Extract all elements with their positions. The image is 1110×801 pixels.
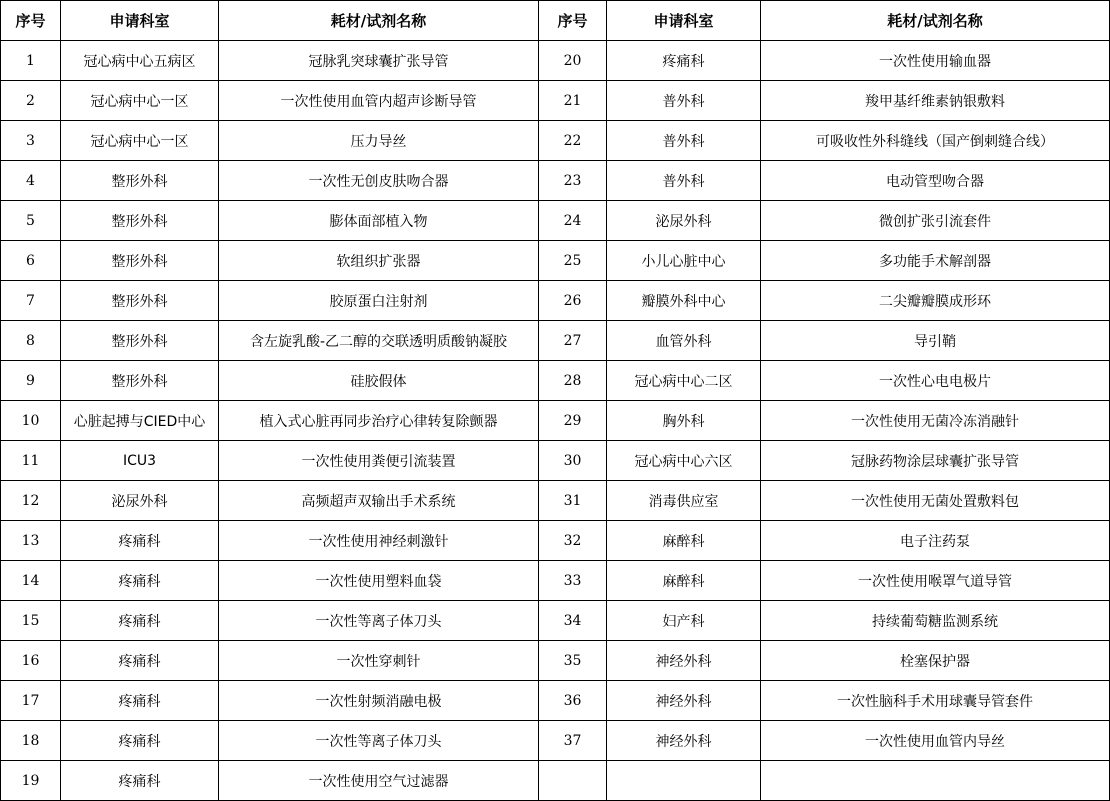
left-seq-cell: 1 <box>1 41 61 81</box>
right-seq-cell: 28 <box>539 361 607 401</box>
left-seq-cell: 3 <box>1 121 61 161</box>
right-dept-cell: 麻醉科 <box>607 561 761 601</box>
right-item-cell: 多功能手术解剖器 <box>761 241 1110 281</box>
left-dept-cell: 疼痛科 <box>61 561 219 601</box>
right-item-cell: 一次性脑科手术用球囊导管套件 <box>761 681 1110 721</box>
left-dept-cell: 疼痛科 <box>61 641 219 681</box>
left-seq-cell: 18 <box>1 721 61 761</box>
left-dept-cell: 泌尿外科 <box>61 481 219 521</box>
header-item-left: 耗材/试剂名称 <box>219 1 539 41</box>
left-dept-cell: 冠心病中心五病区 <box>61 41 219 81</box>
left-item-cell: 一次性无创皮肤吻合器 <box>219 161 539 201</box>
right-dept-cell: 疼痛科 <box>607 41 761 81</box>
left-item-cell: 一次性使用塑料血袋 <box>219 561 539 601</box>
table-row <box>1 321 1110 361</box>
left-item-cell: 压力导丝 <box>219 121 539 161</box>
right-item-cell: 一次性使用无菌处置敷料包 <box>761 481 1110 521</box>
left-dept-cell: 心脏起搏与CIED中心 <box>61 401 219 441</box>
right-dept-cell: 神经外科 <box>607 641 761 681</box>
right-item-cell: 一次性使用无菌冷冻消融针 <box>761 401 1110 441</box>
right-item-cell: 微创扩张引流套件 <box>761 201 1110 241</box>
left-item-cell: 高频超声双输出手术系统 <box>219 481 539 521</box>
right-item-cell: 一次性使用输血器 <box>761 41 1110 81</box>
table-row <box>1 721 1110 761</box>
right-seq-cell <box>539 761 607 801</box>
left-seq-cell: 2 <box>1 81 61 121</box>
left-seq-cell: 14 <box>1 561 61 601</box>
right-item-cell: 冠脉药物涂层球囊扩张导管 <box>761 441 1110 481</box>
header-seq-left: 序号 <box>1 1 61 41</box>
left-seq-cell: 7 <box>1 281 61 321</box>
header-dept-left: 申请科室 <box>61 1 219 41</box>
table-row <box>1 201 1110 241</box>
right-seq-cell: 20 <box>539 41 607 81</box>
left-dept-cell: ICU3 <box>61 441 219 481</box>
left-seq-cell: 11 <box>1 441 61 481</box>
right-dept-cell: 血管外科 <box>607 321 761 361</box>
left-dept-cell: 疼痛科 <box>61 681 219 721</box>
right-item-cell: 羧甲基纤维素钠银敷料 <box>761 81 1110 121</box>
left-item-cell: 一次性使用空气过滤器 <box>219 761 539 801</box>
left-seq-cell: 5 <box>1 201 61 241</box>
right-dept-cell <box>607 761 761 801</box>
right-seq-cell: 30 <box>539 441 607 481</box>
left-item-cell: 一次性使用血管内超声诊断导管 <box>219 81 539 121</box>
left-dept-cell: 疼痛科 <box>61 761 219 801</box>
header-dept-right: 申请科室 <box>607 1 761 41</box>
left-item-cell: 一次性射频消融电极 <box>219 681 539 721</box>
table-row <box>1 761 1110 801</box>
table-row <box>1 641 1110 681</box>
left-dept-cell: 冠心病中心一区 <box>61 81 219 121</box>
right-item-cell: 二尖瓣瓣膜成形环 <box>761 281 1110 321</box>
right-dept-cell: 普外科 <box>607 161 761 201</box>
left-item-cell: 冠脉乳突球囊扩张导管 <box>219 41 539 81</box>
right-item-cell <box>761 761 1110 801</box>
right-dept-cell: 普外科 <box>607 81 761 121</box>
right-item-cell: 一次性使用血管内导丝 <box>761 721 1110 761</box>
right-dept-cell: 小儿心脏中心 <box>607 241 761 281</box>
header-item-right: 耗材/试剂名称 <box>761 1 1110 41</box>
left-seq-cell: 9 <box>1 361 61 401</box>
right-item-cell: 导引鞘 <box>761 321 1110 361</box>
table-row <box>1 161 1110 201</box>
table-row <box>1 681 1110 721</box>
right-seq-cell: 27 <box>539 321 607 361</box>
right-seq-cell: 35 <box>539 641 607 681</box>
right-dept-cell: 妇产科 <box>607 601 761 641</box>
right-dept-cell: 普外科 <box>607 121 761 161</box>
table-row <box>1 41 1110 81</box>
table-row <box>1 521 1110 561</box>
left-item-cell: 一次性使用神经刺激针 <box>219 521 539 561</box>
left-seq-cell: 15 <box>1 601 61 641</box>
header-row <box>1 1 1110 41</box>
left-seq-cell: 8 <box>1 321 61 361</box>
left-dept-cell: 整形外科 <box>61 161 219 201</box>
table-row <box>1 121 1110 161</box>
right-seq-cell: 21 <box>539 81 607 121</box>
left-dept-cell: 疼痛科 <box>61 721 219 761</box>
right-seq-cell: 26 <box>539 281 607 321</box>
right-seq-cell: 31 <box>539 481 607 521</box>
right-item-cell: 栓塞保护器 <box>761 641 1110 681</box>
left-seq-cell: 13 <box>1 521 61 561</box>
right-dept-cell: 消毒供应室 <box>607 481 761 521</box>
left-dept-cell: 整形外科 <box>61 241 219 281</box>
right-dept-cell: 麻醉科 <box>607 521 761 561</box>
right-dept-cell: 胸外科 <box>607 401 761 441</box>
left-item-cell: 一次性穿刺针 <box>219 641 539 681</box>
right-dept-cell: 泌尿外科 <box>607 201 761 241</box>
right-seq-cell: 37 <box>539 721 607 761</box>
right-seq-cell: 29 <box>539 401 607 441</box>
left-item-cell: 一次性使用粪便引流装置 <box>219 441 539 481</box>
left-seq-cell: 12 <box>1 481 61 521</box>
right-seq-cell: 36 <box>539 681 607 721</box>
left-dept-cell: 整形外科 <box>61 281 219 321</box>
table-row <box>1 401 1110 441</box>
table-row <box>1 601 1110 641</box>
right-seq-cell: 34 <box>539 601 607 641</box>
left-item-cell: 硅胶假体 <box>219 361 539 401</box>
right-item-cell: 电子注药泵 <box>761 521 1110 561</box>
left-seq-cell: 4 <box>1 161 61 201</box>
right-seq-cell: 23 <box>539 161 607 201</box>
left-seq-cell: 6 <box>1 241 61 281</box>
table-body <box>1 41 1110 801</box>
left-dept-cell: 冠心病中心一区 <box>61 121 219 161</box>
right-dept-cell: 冠心病中心二区 <box>607 361 761 401</box>
header-seq-right: 序号 <box>539 1 607 41</box>
right-dept-cell: 神经外科 <box>607 681 761 721</box>
left-seq-cell: 19 <box>1 761 61 801</box>
left-item-cell: 膨体面部植入物 <box>219 201 539 241</box>
table-row <box>1 361 1110 401</box>
right-seq-cell: 22 <box>539 121 607 161</box>
table-row <box>1 441 1110 481</box>
table-row <box>1 561 1110 601</box>
left-dept-cell: 整形外科 <box>61 201 219 241</box>
left-dept-cell: 整形外科 <box>61 321 219 361</box>
right-seq-cell: 32 <box>539 521 607 561</box>
table-row <box>1 81 1110 121</box>
left-dept-cell: 疼痛科 <box>61 601 219 641</box>
left-item-cell: 植入式心脏再同步治疗心律转复除颤器 <box>219 401 539 441</box>
right-item-cell: 一次性使用喉罩气道导管 <box>761 561 1110 601</box>
left-item-cell: 一次性等离子体刀头 <box>219 601 539 641</box>
left-seq-cell: 10 <box>1 401 61 441</box>
left-item-cell: 软组织扩张器 <box>219 241 539 281</box>
left-item-cell: 胶原蛋白注射剂 <box>219 281 539 321</box>
left-item-cell: 含左旋乳酸-乙二醇的交联透明质酸钠凝胶 <box>219 321 539 361</box>
left-dept-cell: 疼痛科 <box>61 521 219 561</box>
right-dept-cell: 神经外科 <box>607 721 761 761</box>
left-seq-cell: 17 <box>1 681 61 721</box>
right-item-cell: 电动管型吻合器 <box>761 161 1110 201</box>
left-seq-cell: 16 <box>1 641 61 681</box>
right-item-cell: 持续葡萄糖监测系统 <box>761 601 1110 641</box>
right-dept-cell: 冠心病中心六区 <box>607 441 761 481</box>
right-seq-cell: 33 <box>539 561 607 601</box>
right-seq-cell: 25 <box>539 241 607 281</box>
table-row <box>1 241 1110 281</box>
right-item-cell: 一次性心电电极片 <box>761 361 1110 401</box>
table-row <box>1 281 1110 321</box>
left-dept-cell: 整形外科 <box>61 361 219 401</box>
right-dept-cell: 瓣膜外科中心 <box>607 281 761 321</box>
left-item-cell: 一次性等离子体刀头 <box>219 721 539 761</box>
table-row <box>1 481 1110 521</box>
right-item-cell: 可吸收性外科缝线（国产倒刺缝合线） <box>761 121 1110 161</box>
right-seq-cell: 24 <box>539 201 607 241</box>
